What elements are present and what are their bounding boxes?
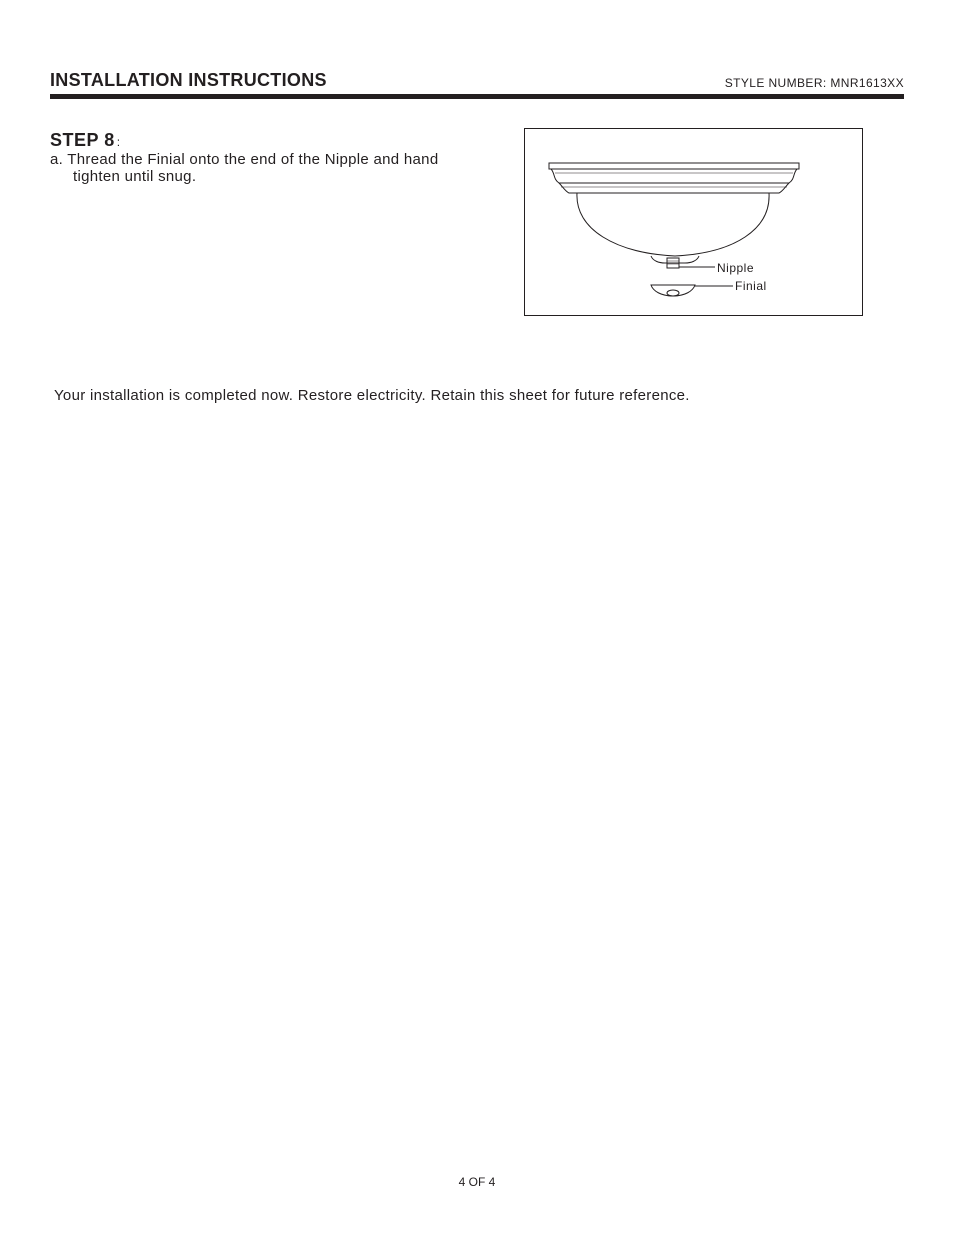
document-title: INSTALLATION INSTRUCTIONS bbox=[50, 70, 327, 90]
canopy-flare bbox=[551, 169, 797, 183]
step-heading bbox=[50, 130, 121, 151]
label-finial: Finial bbox=[735, 279, 767, 293]
canopy-lower bbox=[559, 183, 789, 193]
label-nipple: Nipple bbox=[717, 261, 755, 275]
page-number: 4 OF 4 bbox=[458, 1175, 496, 1189]
fixture-diagram bbox=[524, 128, 863, 316]
step-heading-label: STEP 8 bbox=[50, 130, 115, 150]
step-heading-colon: : bbox=[116, 135, 121, 149]
canopy-rim bbox=[549, 163, 799, 169]
header-divider bbox=[50, 94, 904, 99]
style-number: STYLE NUMBER: MNR1613XX bbox=[724, 76, 904, 90]
glass-bowl bbox=[577, 193, 769, 256]
fixture-illustration bbox=[525, 129, 862, 315]
completion-note: Your installation is completed now. Restore electricity. Retain this sheet for future reference. bbox=[54, 387, 690, 404]
step-instruction-line-1: a. Thread the Finial onto the end of the Nipple and hand bbox=[50, 151, 439, 168]
step-instruction-line-2: tighten until snug. bbox=[73, 168, 197, 185]
step-instruction bbox=[50, 151, 490, 185]
bowl-bottom-fitting bbox=[651, 256, 699, 263]
